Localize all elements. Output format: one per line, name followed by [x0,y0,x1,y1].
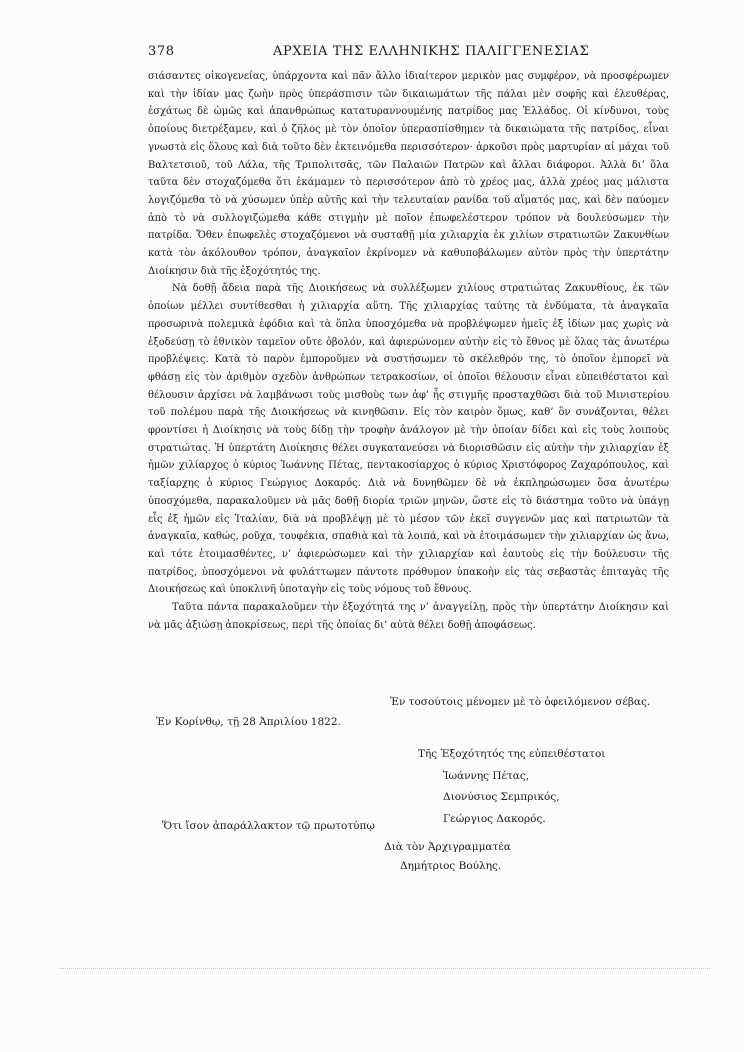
signatory-name: Γεώργιος Δακορός. [443,812,546,825]
secretary-title: Διὰ τὸν Ἀρχιγραμματέα [384,841,511,853]
signatory-name: Ἰωάννης Πέτας, [443,769,530,782]
scan-artifact-divider [60,968,710,969]
signature-salutation: Τῆς Ἐξοχότητός της εὐπειθέστατοι [418,748,606,760]
closing-line: Ἐν τοσούτοις μένομεν μὲ τὸ ὀφειλόμενον σέβας. [390,696,651,708]
page-number: 378 [148,44,175,59]
secretary-block [384,838,511,876]
place-date: Ἐν Κορίνθῳ, τῇ 28 Ἀπριλίου 1822. [156,716,341,728]
signatory-name: Διονύσιος Σεμπρικός, [443,791,560,803]
signature-block [418,744,605,830]
copy-certification: Ὅτι ἴσον ἀπαράλλακτον τῷ πρωτοτύπῳ [162,820,375,832]
running-title: ΑΡΧΕΙΑ ΤΗΣ ΕΛΛΗΝΙΚΗΣ ΠΑΛΙΓΓΕΝΕΣΙΑΣ [273,44,590,59]
paragraph-3: Ταῦτα πάντα παρακαλοῦμεν τὴν ἐξοχότητά της ν’ ἀναγγείλῃ, πρὸς τὴν ὑπερτάτην Διοίκησιν καὶ νὰ μᾶς ἀξιώσῃ ἀποκρίσεως, περὶ τῆς ὁποίας δι’ αὐτὰ θέλει δοθῇ ἀποφάσεως. [148,602,669,631]
paragraph-2: Νὰ δοθῇ ἄδεια παρὰ τῆς Διοικήσεως νὰ συλλέξωμεν χιλίους στρατιώτας Ζακυνθίους, ἐκ τῶν ὁποίων μέλλει συντίθεσθαι ἡ χιλιαρχία αὕτη. Τῆς χιλιαρχίας ταύτης τὰ ἐνδύματα, τὰ ἀναγκαῖα προσωρινὰ πολεμικὰ ἐφόδια καὶ τὰ ὅπλα ὑποσχόμεθα νὰ προβλέψωμεν ἡμεῖς ἐξ ἰδίων μας χωρὶς νὰ ἐξοδεύσῃ τὸ ἐθνικὸν ταμεῖον οὔτε ὀβολόν, καὶ ἀφιερώνομεν αὐτὴν εἰς τὸ ἔθνος μὲ ὅλας τὰς ἀνωτέρω προβλέψεις. Κατὰ τὸ παρὸν ἐμποροῦμεν νὰ συστήσωμεν τὸ σκέλεθρόν της, τὸ ὁποῖον ἐμπορεῖ νὰ φθάσῃ εἰς τὸν ἀριθμὸν σχεδὸν ἀνθρώπων τετρακοσίων, οἱ ὁποῖοι θέλουσιν εἶναι εὐπειθέστατοι καὶ θέλουσιν ἀρχίσει νὰ λαμβάνωσι τοὺς μισθοὺς των ἀφ’ ἧς στιγμῆς προσταχθῶσι διὰ τοῦ Μινιστερίου τοῦ πολέμου παρὰ τῆς Διοικήσεως νὰ κινηθῶσιν. Εἰς τὸν καιρὸν ὅμως, καθ’ ὃν συνάζονται, θέλει φροντίσει ἡ Διοίκησις νὰ τοὺς δίδῃ τὴν τροφὴν ἀνάλογον μὲ τὴν ὁποίαν δίδει καὶ εἰς τοὺς λοιποὺς στρατιώτας. Ἡ ὑπερτάτη Διοίκησις θέλει συγκατανεύσει νὰ διορισθῶσιν εἰς αὐτὴν τὴν χιλιαρχίαν ἐξ ἡμῶν χιλίαρχος ὁ κύριος Ἰωάννης Πέτας, πεντακοσίαρχος ὁ κύριος Χριστόφορος Ζαχαρόπουλος, καὶ ταξίαρχης ὁ κύριος Γεώργιος Δοκαρός. Διὰ νὰ δυνηθῶμεν δὲ νὰ ἐκπληρώσωμεν ὅσα ἀνωτέρω ὑποσχόμεθα, παρακαλοῦμεν νὰ μᾶς δοθῇ διορία τριῶν μηνῶν, ὥστε εἰς τὸ διάστημα τοῦτο νὰ ὑπάγῃ εἷς ἐξ ἡμῶν εἰς Ἰταλίαν, διὰ νὰ προβλέψῃ μὲ τὸ μέσον τῶν ἐκεῖ συγγενῶν μας καὶ πατριωτῶν τὰ ἀναγκαῖα, καθώς, ροῦχα, τουφέκια, σπαθιὰ καὶ τὰ λοιπά, καὶ νὰ ἑτοιμάσωμεν τὴν χιλιαρχίαν ὡς ἄνω, καὶ τότε ἑτοιμασθέντες, ν’ ἀφιερώσωμεν καὶ τὴν χιλιαρχίαν καὶ ἑαυτοὺς εἰς τὴν δούλευσιν τῆς πατρίδος, ὑποσχόμενοι νὰ φυλάττωμεν πάντοτε πρόθυμον ὑπακοὴν εἰς τὰς σεβαστὰς ἐπιταγὰς τῆς Διοικήσεως καὶ ὑποκλινῆ ὑποταγὴν εἰς τοὺς νόμους τοῦ ἔθνους. [148,283,669,596]
secretary-name: Δημήτριος Βούλης. [400,860,502,872]
body-text [148,68,669,635]
paragraph-1: σιάσαντες οἰκογενείας, ὑπάρχοντα καὶ πᾶν ἄλλο ἰδιαίτερον μερικὸν μας συμφέρον, νὰ προσφέρωμεν καὶ τὴν ἰδίαν μας ζωὴν πρὸς ὑπεράσπισιν τῶν δικαιωμάτων τῆς πάλαι μὲν σοφῆς καὶ ἐλευθέρας, ἐσχάτως δὲ ὠμῶς καὶ ἀπανθρώπως κατατυραννουμένης πατρίδος μας Ἑλλάδος. Οἱ κίνδυνοι, τοὺς ὁποίους διετρέξαμεν, καὶ ὁ ζῆλος μὲ τὸν ὁποῖον ὑπερασπίσθημεν τὰ δικαιώματα τῆς πατρίδος, εἶναι γνωστὰ εἰς ὅλους καὶ διὰ τοῦτο δὲν ἐκτεινόμεθα περισσότερον· ἀρκοῦσι πρὸς μαρτυρίαν αἱ μάχαι τοῦ Βαλτετσιοῦ, τοῦ Λάλα, τῆς Τριπολιτσᾶς, τῶν Παλαιῶν Πατρῶν καὶ ἄλλαι διάφοροι. Ἀλλὰ δι’ ὅλα ταῦτα δὲν στοχαζόμεθα ὅτι ἐκάμαμεν τὸ περισσότερον ἀπὸ τὸ χρέος μας, ἀλλὰ χρέος μας μάλιστα λογιζόμεθα τὸ νὰ χύσωμεν ὑπὲρ αὐτῆς καὶ τὴν τελευταίαν ρανίδα τοῦ αἵματός μας, καὶ δὲν παύομεν ἀπὸ τὸ νὰ συλλογιζώμεθα κάθε στιγμὴν μὲ ποῖον ἐπωφελέστερον τρόπον νὰ δουλεύσωμεν τὴν πατρίδα. Ὅθεν ἐπωφελὲς στοχαζόμενοι νὰ συσταθῇ μία χιλιαρχία ἐκ χιλίων στρατιωτῶν Ζακυνθίων κατὰ τὸν ἀκόλουθον τρόπον, ἀναγκαῖον ἐκρίνομεν νὰ καθυποβάλωμεν αὐτὸν πρὸς τὴν ὑπερτάτην Διοίκησιν διὰ τῆς ἐξοχότητός της. [148,71,669,277]
